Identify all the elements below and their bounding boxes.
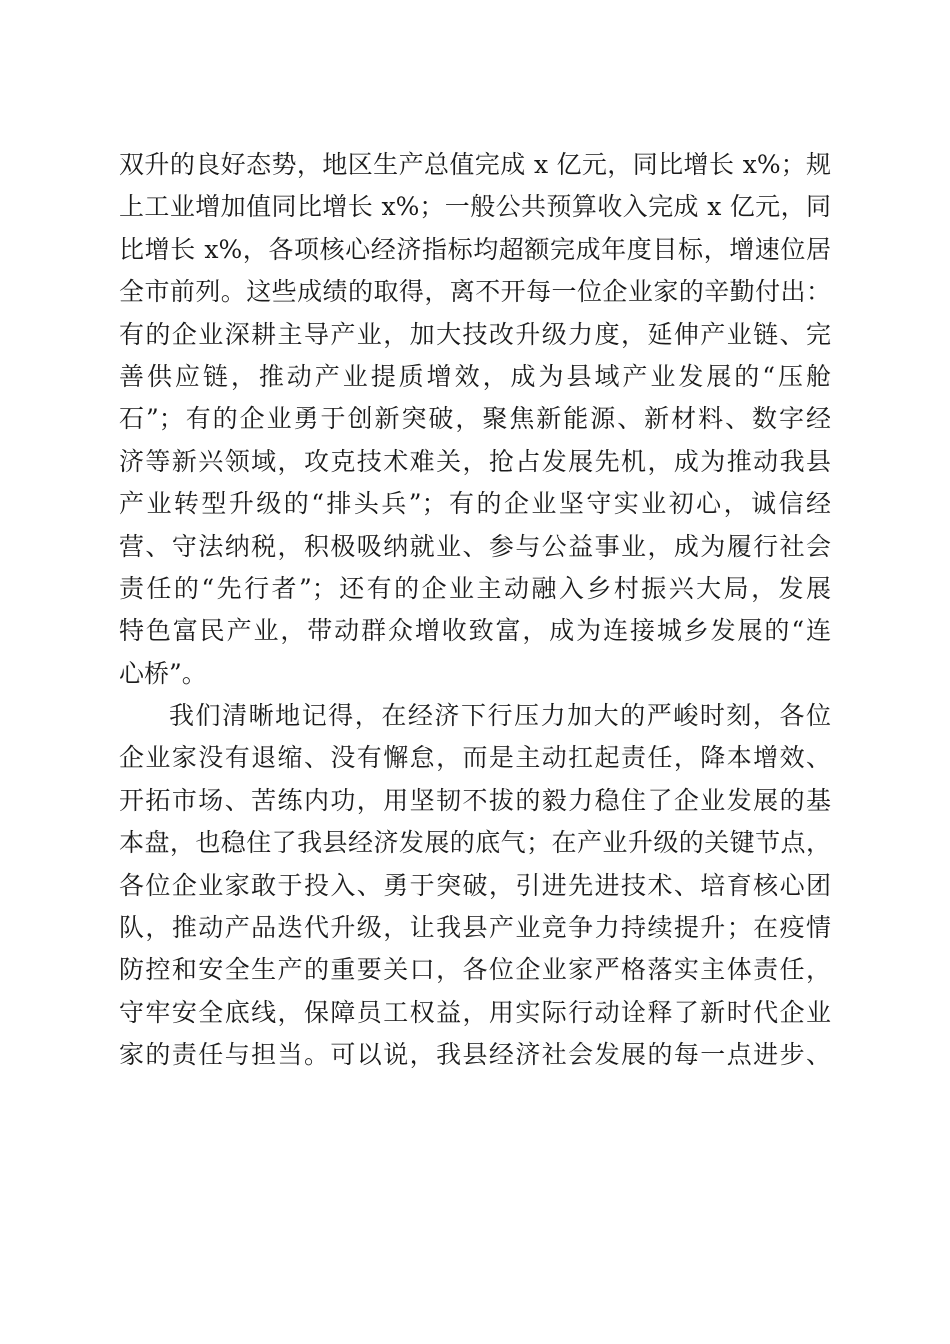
text-line: 上工业增加值同比增长 x%；一般公共预算收入完成 x 亿元，同 xyxy=(119,192,831,222)
text-line: 比增长 x%，各项核心经济指标均超额完成年度目标，增速位居 xyxy=(119,234,831,264)
body-text xyxy=(119,144,831,1077)
text-line: 心桥”。 xyxy=(119,658,207,688)
text-line: 营、守法纳税，积极吸纳就业、参与公益事业，成为履行社会 xyxy=(119,531,831,561)
text-line: 开拓市场、苦练内功，用坚韧不拔的毅力稳住了企业发展的基 xyxy=(119,785,831,815)
text-line: 防控和安全生产的重要关口，各位企业家严格落实主体责任， xyxy=(119,955,831,985)
text-line: 我们清晰地记得，在经济下行压力加大的严峻时刻，各位 xyxy=(169,701,831,731)
text-line: 队，推动产品迭代升级，让我县产业竞争力持续提升；在疫情 xyxy=(119,913,831,943)
text-line: 家的责任与担当。可以说，我县经济社会发展的每一点进步、 xyxy=(119,1040,831,1070)
text-line: 本盘，也稳住了我县经济发展的底气；在产业升级的关键节点， xyxy=(119,828,831,858)
text-line: 各位企业家敢于投入、勇于突破，引进先进技术、培育核心团 xyxy=(119,870,831,900)
text-line: 双升的良好态势，地区生产总值完成 x 亿元，同比增长 x%；规 xyxy=(119,150,831,179)
text-line: 全市前列。这些成绩的取得，离不开每一位企业家的辛勤付出： xyxy=(119,277,831,307)
text-line: 特色富民产业，带动群众增收致富，成为连接城乡发展的“连 xyxy=(119,616,831,646)
text-line: 济等新兴领域，攻克技术难关，抢占发展先机，成为推动我县 xyxy=(119,446,831,476)
text-line: 守牢安全底线，保障员工权益，用实际行动诠释了新时代企业 xyxy=(119,997,831,1027)
text-line: 产业转型升级的“排头兵”；有的企业坚守实业初心，诚信经 xyxy=(119,489,831,519)
text-line: 有的企业深耕主导产业，加大技改升级力度，延伸产业链、完 xyxy=(119,319,831,349)
text-line: 善供应链，推动产业提质增效，成为县域产业发展的“压舱 xyxy=(119,361,831,391)
paragraph-2 xyxy=(119,695,831,1077)
paragraph-1 xyxy=(119,144,831,695)
text-line: 责任的“先行者”；还有的企业主动融入乡村振兴大局，发展 xyxy=(119,573,831,603)
text-line: 石”；有的企业勇于创新突破，聚焦新能源、新材料、数字经 xyxy=(119,404,831,434)
text-line: 企业家没有退缩、没有懈怠，而是主动扛起责任，降本增效、 xyxy=(119,743,831,773)
